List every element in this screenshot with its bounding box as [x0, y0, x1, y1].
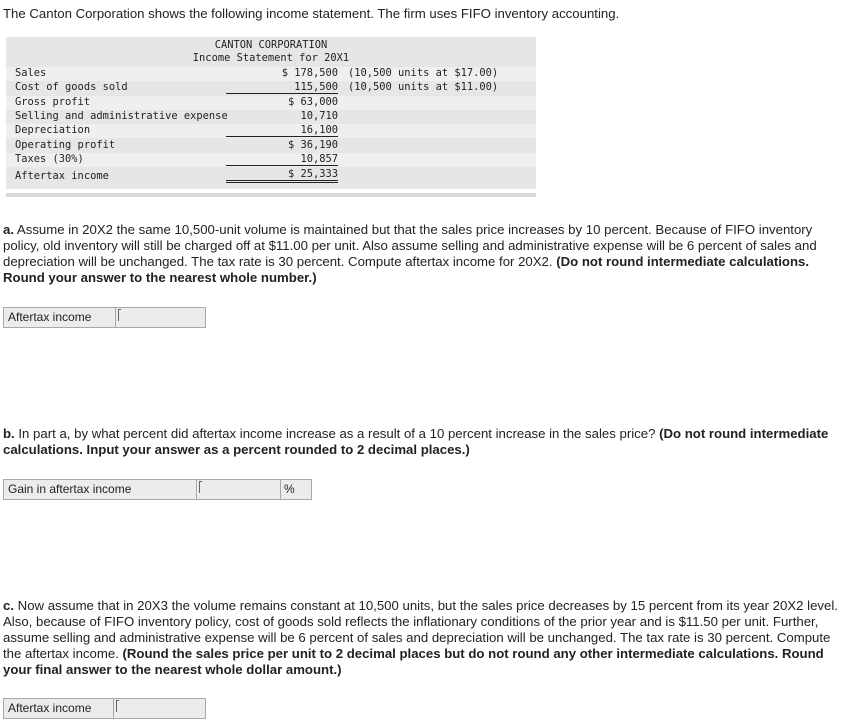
row-label-gross-profit: Gross profit — [15, 96, 91, 108]
row-note-cogs: (10,500 units at $11.00) — [348, 81, 499, 93]
part-c-field-label: Aftertax income — [3, 698, 114, 719]
row-amount-operating-profit: $ 36,190 — [287, 139, 338, 151]
row-label-cogs: Cost of goods sold — [15, 81, 128, 93]
part-a-instructions: (Do not round intermediate calculations. Round your answer to the nearest whole number.) — [3, 254, 810, 285]
row-amount-cogs: 115,500 — [226, 81, 338, 94]
row-amount-taxes: 10,857 — [226, 153, 338, 166]
part-b-gain-input[interactable] — [196, 479, 281, 500]
statement-company: CANTON CORPORATION — [214, 39, 328, 51]
row-amount-gross-profit: $ 63,000 — [287, 96, 338, 108]
intro-text: The Canton Corporation shows the following income statement. The firm uses FIFO inventory accounting. — [3, 6, 620, 21]
part-b-text: In part a, by what percent did aftertax income increase as a result of a 10 percent increase in the sales price? — [14, 426, 660, 441]
statement-scroll-bar — [6, 193, 536, 197]
row-amount-sales: $ 178,500 — [281, 67, 338, 79]
row-label-aftertax-income: Aftertax income — [15, 170, 109, 182]
part-c-instructions: (Round the sales price per unit to 2 decimal places but do not round any other intermediate calculations. Round your final answer to the nearest whole dollar amount.) — [3, 646, 824, 677]
income-statement — [6, 37, 536, 189]
part-c-letter: c. — [3, 598, 14, 613]
row-label-taxes: Taxes (30%) — [15, 153, 84, 165]
part-b-letter: b. — [3, 426, 15, 441]
row-label-sga: Selling and administrative expense — [15, 110, 228, 122]
row-amount-depreciation: 16,100 — [226, 124, 338, 137]
part-a-letter: a. — [3, 222, 14, 237]
part-a-text: Assume in 20X2 the same 10,500-unit volume is maintained but that the sales price increases by 10 percent. Because of FIFO inventory policy, old inventory will still be charged off at $11.00 per unit. Also assume selling and administrative expense will be 6 percent of sales and depreciation will be unchanged. The tax rate is 30 percent. Compute aftertax income for 20X2. — [3, 222, 817, 269]
row-amount-aftertax-income: $ 25,333 — [226, 168, 338, 183]
part-c-question — [3, 598, 845, 678]
part-b-instructions: (Do not round intermediate calculations. Input your answer as a percent rounded to 2 decimal places.) — [3, 426, 829, 457]
part-c-aftertax-income-input[interactable] — [113, 698, 206, 719]
row-label-operating-profit: Operating profit — [15, 139, 116, 151]
row-label-depreciation: Depreciation — [15, 124, 91, 136]
part-a-aftertax-income-input[interactable] — [115, 307, 206, 328]
part-b-question — [3, 426, 845, 458]
row-amount-sga: 10,710 — [300, 110, 338, 122]
part-a-field-label: Aftertax income — [3, 307, 116, 328]
row-label-sales: Sales — [15, 67, 47, 79]
row-note-sales: (10,500 units at $17.00) — [348, 67, 499, 79]
part-c-text: Now assume that in 20X3 the volume remains constant at 10,500 units, but the sales price decreases by 15 percent from its year 20X2 level. Also, because of FIFO inventory policy, cost of goods sold reflects the inflationary conditions of the prior year and is $11.50 per unit. Further, assume selling and administrative expense will be 6 percent of sales and depreciation will be unchanged. The tax rate is 30 percent. Compute the aftertax income. — [3, 598, 838, 661]
statement-subtitle: Income Statement for 20X1 — [192, 52, 350, 64]
percent-unit-label: % — [280, 479, 312, 500]
part-a-question — [3, 222, 845, 286]
part-b-field-label: Gain in aftertax income — [3, 479, 197, 500]
